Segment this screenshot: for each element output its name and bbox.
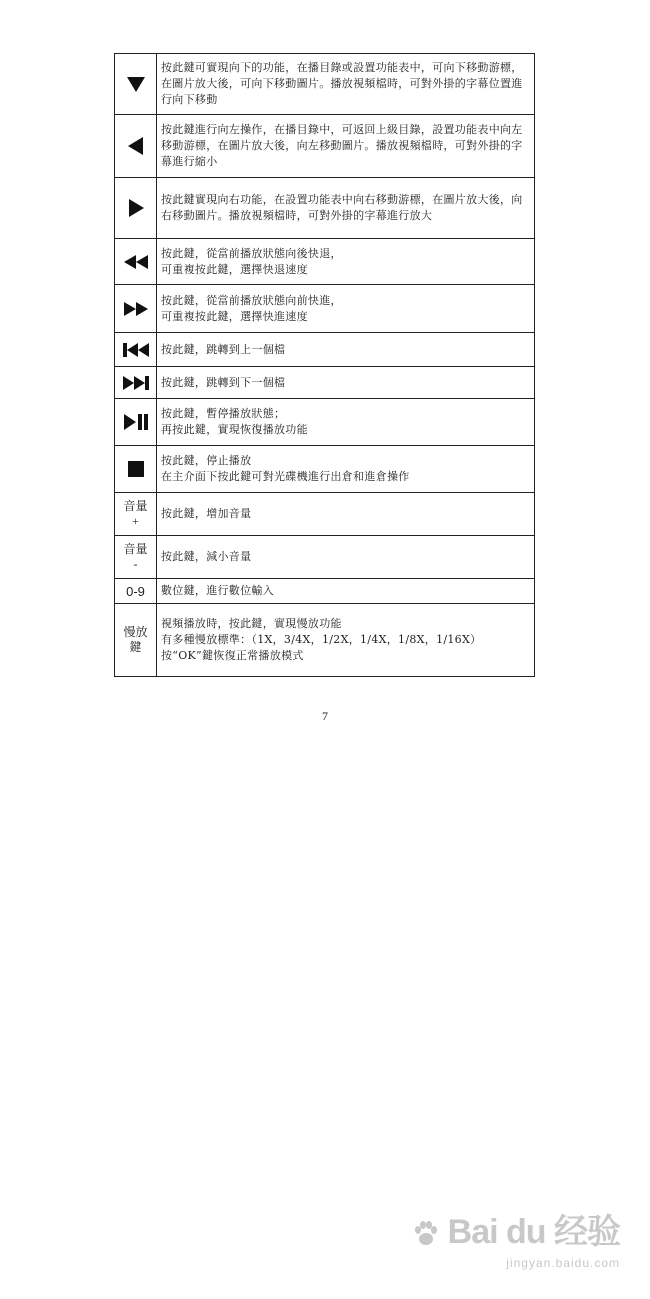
table-row: [115, 285, 535, 333]
description-line: 按此鍵，跳轉到下一個檔: [161, 375, 286, 389]
watermark-brand-text: Bai du 经验: [447, 1213, 620, 1251]
key-cell: [115, 604, 157, 677]
description-line: 按“OK”鍵恢復正常播放模式: [161, 649, 304, 662]
key-cell: [115, 285, 157, 333]
next-track-icon: [122, 375, 150, 391]
key-cell: [115, 239, 157, 285]
key-cell: [115, 446, 157, 493]
description-line: 按此鍵實現向右功能，在設置功能表中向右移動游標，在圖片放大後，向右移動圖片。播放視頻檔時，可對外掛的字幕進行放大: [161, 193, 523, 222]
description-line: 數位鍵，進行數位輸入: [161, 584, 274, 597]
description-cell: [157, 285, 535, 333]
table-row: [115, 604, 535, 677]
key-label: 慢放: [123, 625, 148, 639]
key-label: 0-9: [126, 583, 145, 599]
table-row: [115, 399, 535, 446]
watermark-site: jingyan.baidu.com: [506, 1256, 620, 1270]
description-cell: [157, 493, 535, 536]
table-row: [115, 446, 535, 493]
right-arrow-icon: [127, 198, 145, 218]
description-line: 按此鍵，暫停播放狀態；: [161, 407, 286, 420]
key-label: -: [133, 557, 138, 571]
table-row: [115, 333, 535, 367]
key-label: +: [132, 514, 139, 528]
key-cell: [115, 367, 157, 399]
key-cell: [115, 536, 157, 579]
description-cell: [157, 367, 535, 399]
left-arrow-icon: [127, 136, 145, 156]
table-row: [115, 178, 535, 239]
description-line: 按此鍵進行向左操作，在播目錄中，可返回上級目錄，設置功能表中向左移動游標，在圖片放大後，向左移動圖片。播放視頻檔時，可對外掛的字幕進行縮小: [161, 123, 523, 168]
key-cell: [115, 115, 157, 178]
play-pause-icon: [123, 413, 149, 431]
key-cell: [115, 493, 157, 536]
table-row: [115, 493, 535, 536]
table-row: [115, 536, 535, 579]
description-cell: [157, 579, 535, 604]
key-label: 鍵: [129, 640, 142, 654]
down-arrow-icon: [126, 75, 146, 93]
description-cell: [157, 536, 535, 579]
description-line: 可重複按此鍵，選擇快退速度: [161, 262, 308, 276]
key-cell: [115, 399, 157, 446]
key-cell: [115, 178, 157, 239]
description-line: 在主介面下按此鍵可對光碟機進行出倉和進倉操作: [161, 470, 410, 483]
description-cell: [157, 333, 535, 367]
watermark: [411, 1212, 620, 1270]
description-line: 按此鍵，增加音量: [161, 507, 252, 520]
fast-forward-icon: [123, 301, 149, 317]
page-number: 7: [322, 709, 328, 723]
paw-icon: [413, 1216, 437, 1256]
description-line: 再按此鍵，實現恢復播放功能: [161, 423, 308, 436]
table-row: [115, 367, 535, 399]
table-row: [115, 239, 535, 285]
watermark-brand: [411, 1212, 620, 1256]
key-cell: [115, 54, 157, 115]
description-cell: [157, 115, 535, 178]
rewind-icon: [123, 254, 149, 270]
description-line: 按此鍵，跳轉到上一個檔: [161, 342, 286, 356]
previous-track-icon: [122, 342, 150, 358]
description-line: 有多種慢放標準：（1X，3/4X，1/2X，1/4X，1/8X，1/16X）: [161, 633, 482, 646]
description-cell: [157, 239, 535, 285]
description-cell: [157, 446, 535, 493]
key-cell: [115, 579, 157, 604]
stop-icon: [127, 460, 145, 478]
description-line: 按此鍵，停止播放: [161, 454, 252, 467]
description-cell: [157, 604, 535, 677]
description-cell: [157, 54, 535, 115]
description-line: 按此鍵，減小音量: [161, 550, 252, 563]
description-line: 視頻播放時，按此鍵，實現慢放功能: [161, 617, 342, 630]
description-cell: [157, 178, 535, 239]
description-line: 按此鍵，從當前播放狀態向後快退，: [161, 246, 342, 260]
description-line: 可重複按此鍵，選擇快進速度: [161, 309, 308, 323]
key-label: 音量: [123, 499, 148, 513]
description-line: 按此鍵可實現向下的功能，在播目錄或設置功能表中，可向下移動游標，在圖片放大後，可向下移動圖片。播放視頻檔時，可對外掛的字幕位置進行向下移動: [161, 61, 523, 106]
key-function-table: [114, 53, 535, 677]
table-row: [115, 54, 535, 115]
description-line: 按此鍵，從當前播放狀態向前快進，: [161, 293, 342, 307]
description-cell: [157, 399, 535, 446]
key-label: 音量: [123, 542, 148, 556]
table-row: [115, 579, 535, 604]
key-cell: [115, 333, 157, 367]
table-row: [115, 115, 535, 178]
